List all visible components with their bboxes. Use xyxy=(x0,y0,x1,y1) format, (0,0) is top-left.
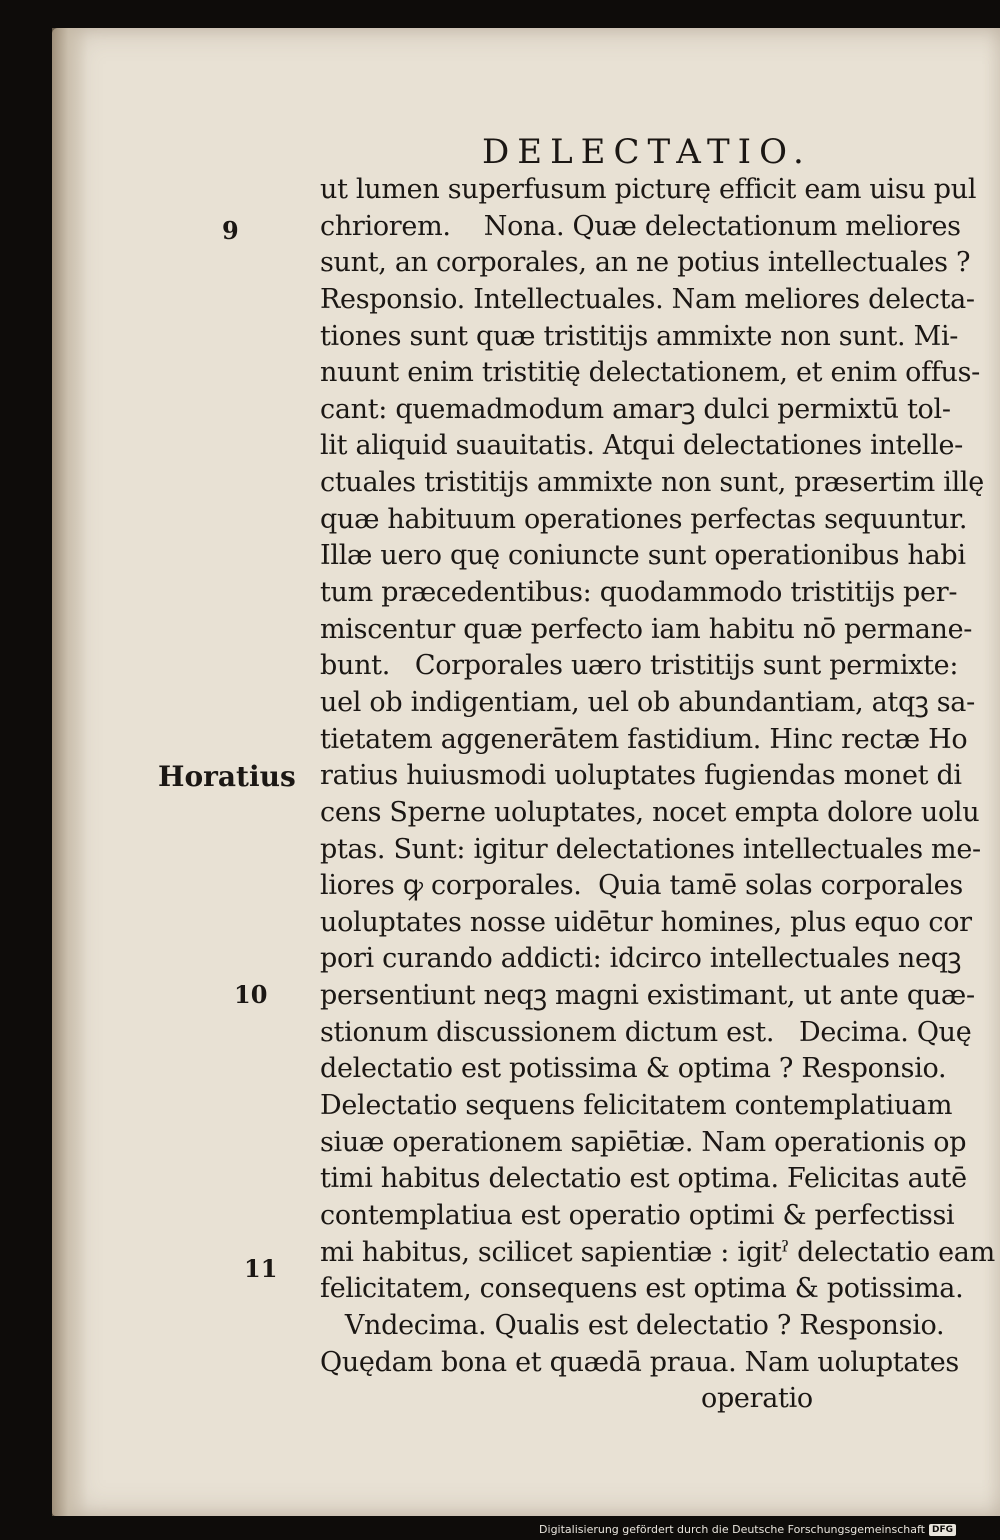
dfg-logo: DFG xyxy=(929,1524,956,1536)
text-line: bunt. Corporales uæro tristitijs sunt permixte: xyxy=(320,650,959,682)
credit-text: Digitalisierung gefördert durch die Deutsche Forschungsgemeinschaft xyxy=(539,1523,925,1536)
text-line: siuæ operationem sapiētiæ. Nam operationis op xyxy=(320,1126,967,1158)
book-page xyxy=(52,28,1000,1516)
text-line: tum præcedentibus: quodammodo tristitijs per- xyxy=(320,577,958,609)
text-line: persentiunt neqꝫ magni existimant, ut ante quæ- xyxy=(320,980,975,1012)
text-line: Responsio. Intellectuales. Nam meliores delecta- xyxy=(320,283,975,315)
text-line: uel ob indigentiam, uel ob abundantiam, atqꝫ sa- xyxy=(320,686,975,718)
digitization-credit xyxy=(539,1523,956,1536)
text-line: pori curando addicti: idcirco intellectuales neqꝫ xyxy=(320,943,962,975)
text-line: Illæ uero quę coniuncte sunt operationibus habi xyxy=(320,540,966,572)
text-line: chriorem. Nona. Quæ delectationum meliores xyxy=(320,210,961,242)
running-header: DELECTATIO. xyxy=(482,132,812,172)
text-line: sunt, an corporales, an ne potius intellectuales ? xyxy=(320,247,971,279)
text-line: uoluptates nosse uidētur homines, plus equo cor xyxy=(320,906,972,938)
text-line: tietatem aggenerātem fastidium. Hinc rectæ Ho xyxy=(320,723,968,755)
body-text xyxy=(320,172,1000,1418)
marginal-note-horatius: Horatius xyxy=(158,760,296,793)
text-line: cens Sperne uoluptates, nocet empta dolore uolu xyxy=(320,796,980,828)
text-line: contemplatiua est operatio optimi & perfectissi xyxy=(320,1199,955,1231)
text-line: timi habitus delectatio est optima. Felicitas autē xyxy=(320,1163,967,1195)
text-line: operatio xyxy=(320,1383,813,1415)
marginal-number-10: 10 xyxy=(234,980,268,1009)
text-line: felicitatem, consequens est optima & potissima. xyxy=(320,1273,964,1305)
text-line: mi habitus, scilicet sapientiæ : igitˀ delectatio eam xyxy=(320,1236,995,1268)
marginal-number-11: 11 xyxy=(244,1254,278,1283)
text-line: stionum discussionem dictum est. Decima. Quę xyxy=(320,1016,972,1048)
text-line: miscentur quæ perfecto iam habitu nō permane- xyxy=(320,613,973,645)
text-line: cant: quemadmodum amarꝫ dulci permixtū tol- xyxy=(320,393,951,425)
text-line: tiones sunt quæ tristitijs ammixte non sunt. Mi- xyxy=(320,320,959,352)
text-line: ut lumen superfusum picturę efficit eam uisu pul xyxy=(320,174,977,205)
text-line: ptas. Sunt: igitur delectationes intellectuales me- xyxy=(320,833,981,865)
text-line: nuunt enim tristitię delectationem, et enim offus- xyxy=(320,357,980,389)
text-line: Quędam bona et quædā praua. Nam uoluptates xyxy=(320,1346,959,1378)
text-line: lit aliquid suauitatis. Atqui delectationes intelle- xyxy=(320,430,963,462)
text-line: Delectatio sequens felicitatem contemplatiuam xyxy=(320,1090,953,1122)
text-line: liores ꝙ corporales. Quia tamē solas corporales xyxy=(320,870,963,902)
marginal-number-9: 9 xyxy=(222,216,239,245)
text-line: Vndecima. Qualis est delectatio ? Responsio. xyxy=(320,1309,945,1341)
text-line: ctuales tristitijs ammixte non sunt, præsertim illę xyxy=(320,467,984,499)
text-line: ratius huiusmodi uoluptates fugiendas monet di xyxy=(320,760,962,792)
text-line: quæ habituum operationes perfectas sequuntur. xyxy=(320,503,968,535)
text-line: delectatio est potissima & optima ? Responsio. xyxy=(320,1053,947,1085)
